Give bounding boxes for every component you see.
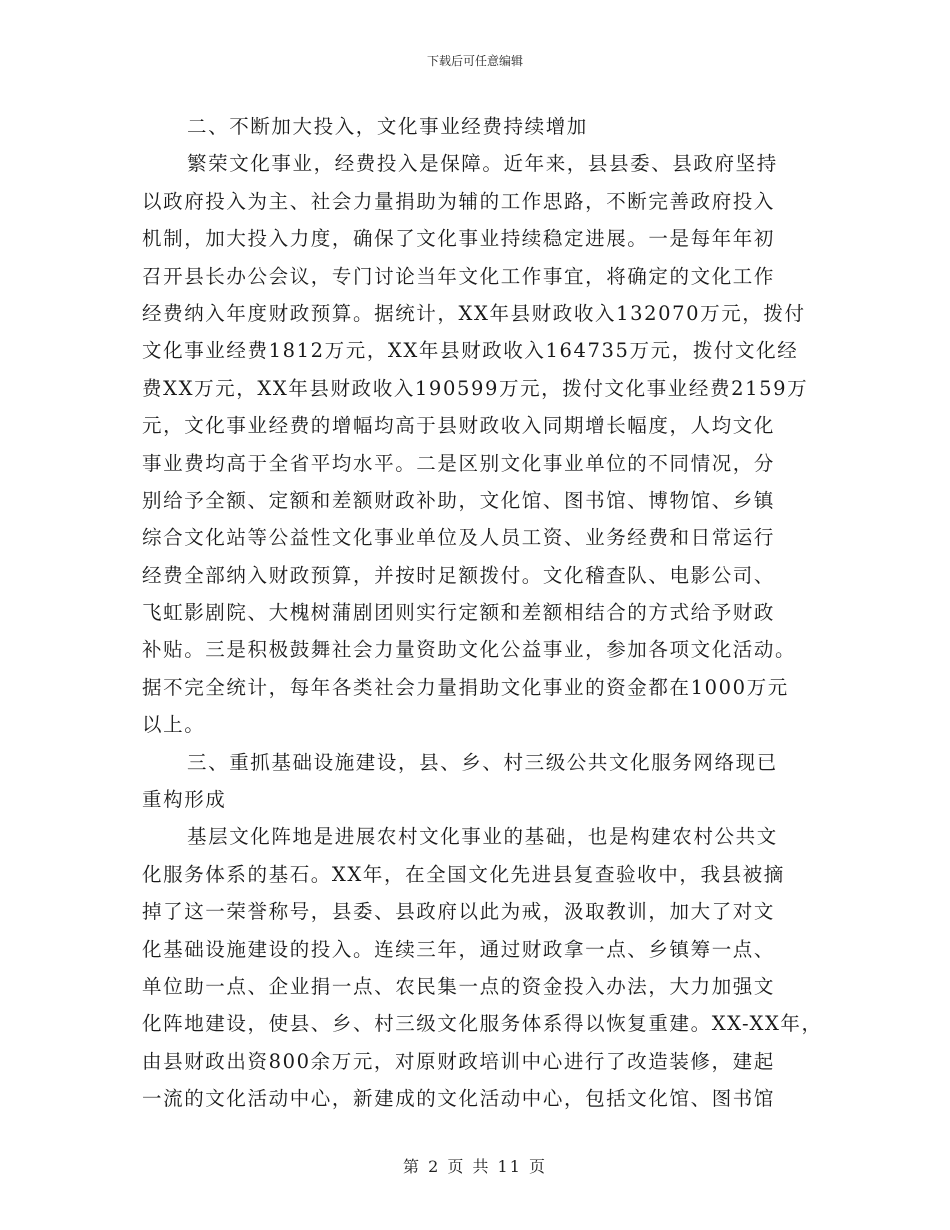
text-line: 基层文化阵地是进展农村文化事业的基础，也是构建农村公共文	[187, 825, 778, 849]
text-line: 召开县长办公会议，专门讨论当年文化工作事宜，将确定的文化工作	[142, 264, 776, 288]
text-line: 繁荣文化事业，经费投入是保障。近年来，县县委、县政府坚持	[187, 152, 778, 176]
text-line: 三、重抓基础设施建设，县、乡、村三级公共文化服务网络现已	[187, 750, 778, 774]
text-line: 重构形成	[142, 788, 227, 812]
text-line: 经费全部纳入财政预算，并按时足额拨付。文化稽查队、电影公司、	[142, 563, 776, 587]
text-line: 由县财政出资800余万元，对原财政培训中心进行了改造装修，建起	[142, 1049, 775, 1073]
page-number: 第 2 页 共 11 页	[403, 1157, 547, 1176]
text-line: 机制，加大投入力度，确保了文化事业持续稳定进展。一是每年年初	[142, 227, 776, 251]
text-line: 事业费均高于全省平均水平。二是区别文化事业单位的不同情况，分	[142, 451, 776, 475]
page-header-note: 下载后可任意编辑	[426, 54, 523, 68]
text-line: 二、不断加大投入，文化事业经费持续增加	[187, 115, 588, 138]
text-line: 文化事业经费1812万元，XX年县财政收入164735万元，拨付文化经	[142, 339, 799, 363]
text-line: 元，文化事业经费的增幅均高于县财政收入同期增长幅度，人均文化	[142, 414, 776, 438]
text-line: 费XX万元，XX年县财政收入190599万元，拨付文化事业经费2159万	[142, 376, 809, 400]
text-line: 补贴。三是积极鼓舞社会力量资助文化公益事业，参加各项文化活动。	[142, 638, 797, 662]
text-line: 以上。	[142, 713, 206, 737]
text-line: 掉了这一荣誉称号，县委、县政府以此为戒，汲取教训，加大了对文	[142, 900, 776, 924]
text-line: 化基础设施建设的投入。连续三年，通过财政拿一点、乡镇筹一点、	[142, 937, 776, 961]
text-line: 以政府投入为主、社会力量捐助为辅的工作思路，不断完善政府投入	[142, 189, 776, 213]
text-line: 化阵地建设，使县、乡、村三级文化服务体系得以恢复重建。XX-XX年，	[142, 1012, 823, 1036]
text-line: 据不完全统计，每年各类社会力量捐助文化事业的资金都在1000万元	[142, 675, 789, 699]
text-line: 单位助一点、企业捐一点、农民集一点的资金投入办法，大力加强文	[142, 974, 776, 998]
text-line: 综合文化站等公益性文化事业单位及人员工资、业务经费和日常运行	[142, 526, 776, 550]
text-line: 别给予全额、定额和差额财政补助，文化馆、图书馆、博物馆、乡镇	[142, 488, 776, 512]
document-body	[142, 108, 822, 1118]
text-line: 一流的文化活动中心，新建成的文化活动中心，包括文化馆、图书馆	[142, 1087, 776, 1111]
text-line: 经费纳入年度财政预算。据统计，XX年县财政收入132070万元，拨付	[142, 301, 806, 325]
text-line: 飞虹影剧院、大槐树蒲剧团则实行定额和差额相结合的方式给予财政	[142, 601, 776, 625]
text-line: 化服务体系的基石。XX年，在全国文化先进县复查验收中，我县被摘	[142, 862, 785, 886]
